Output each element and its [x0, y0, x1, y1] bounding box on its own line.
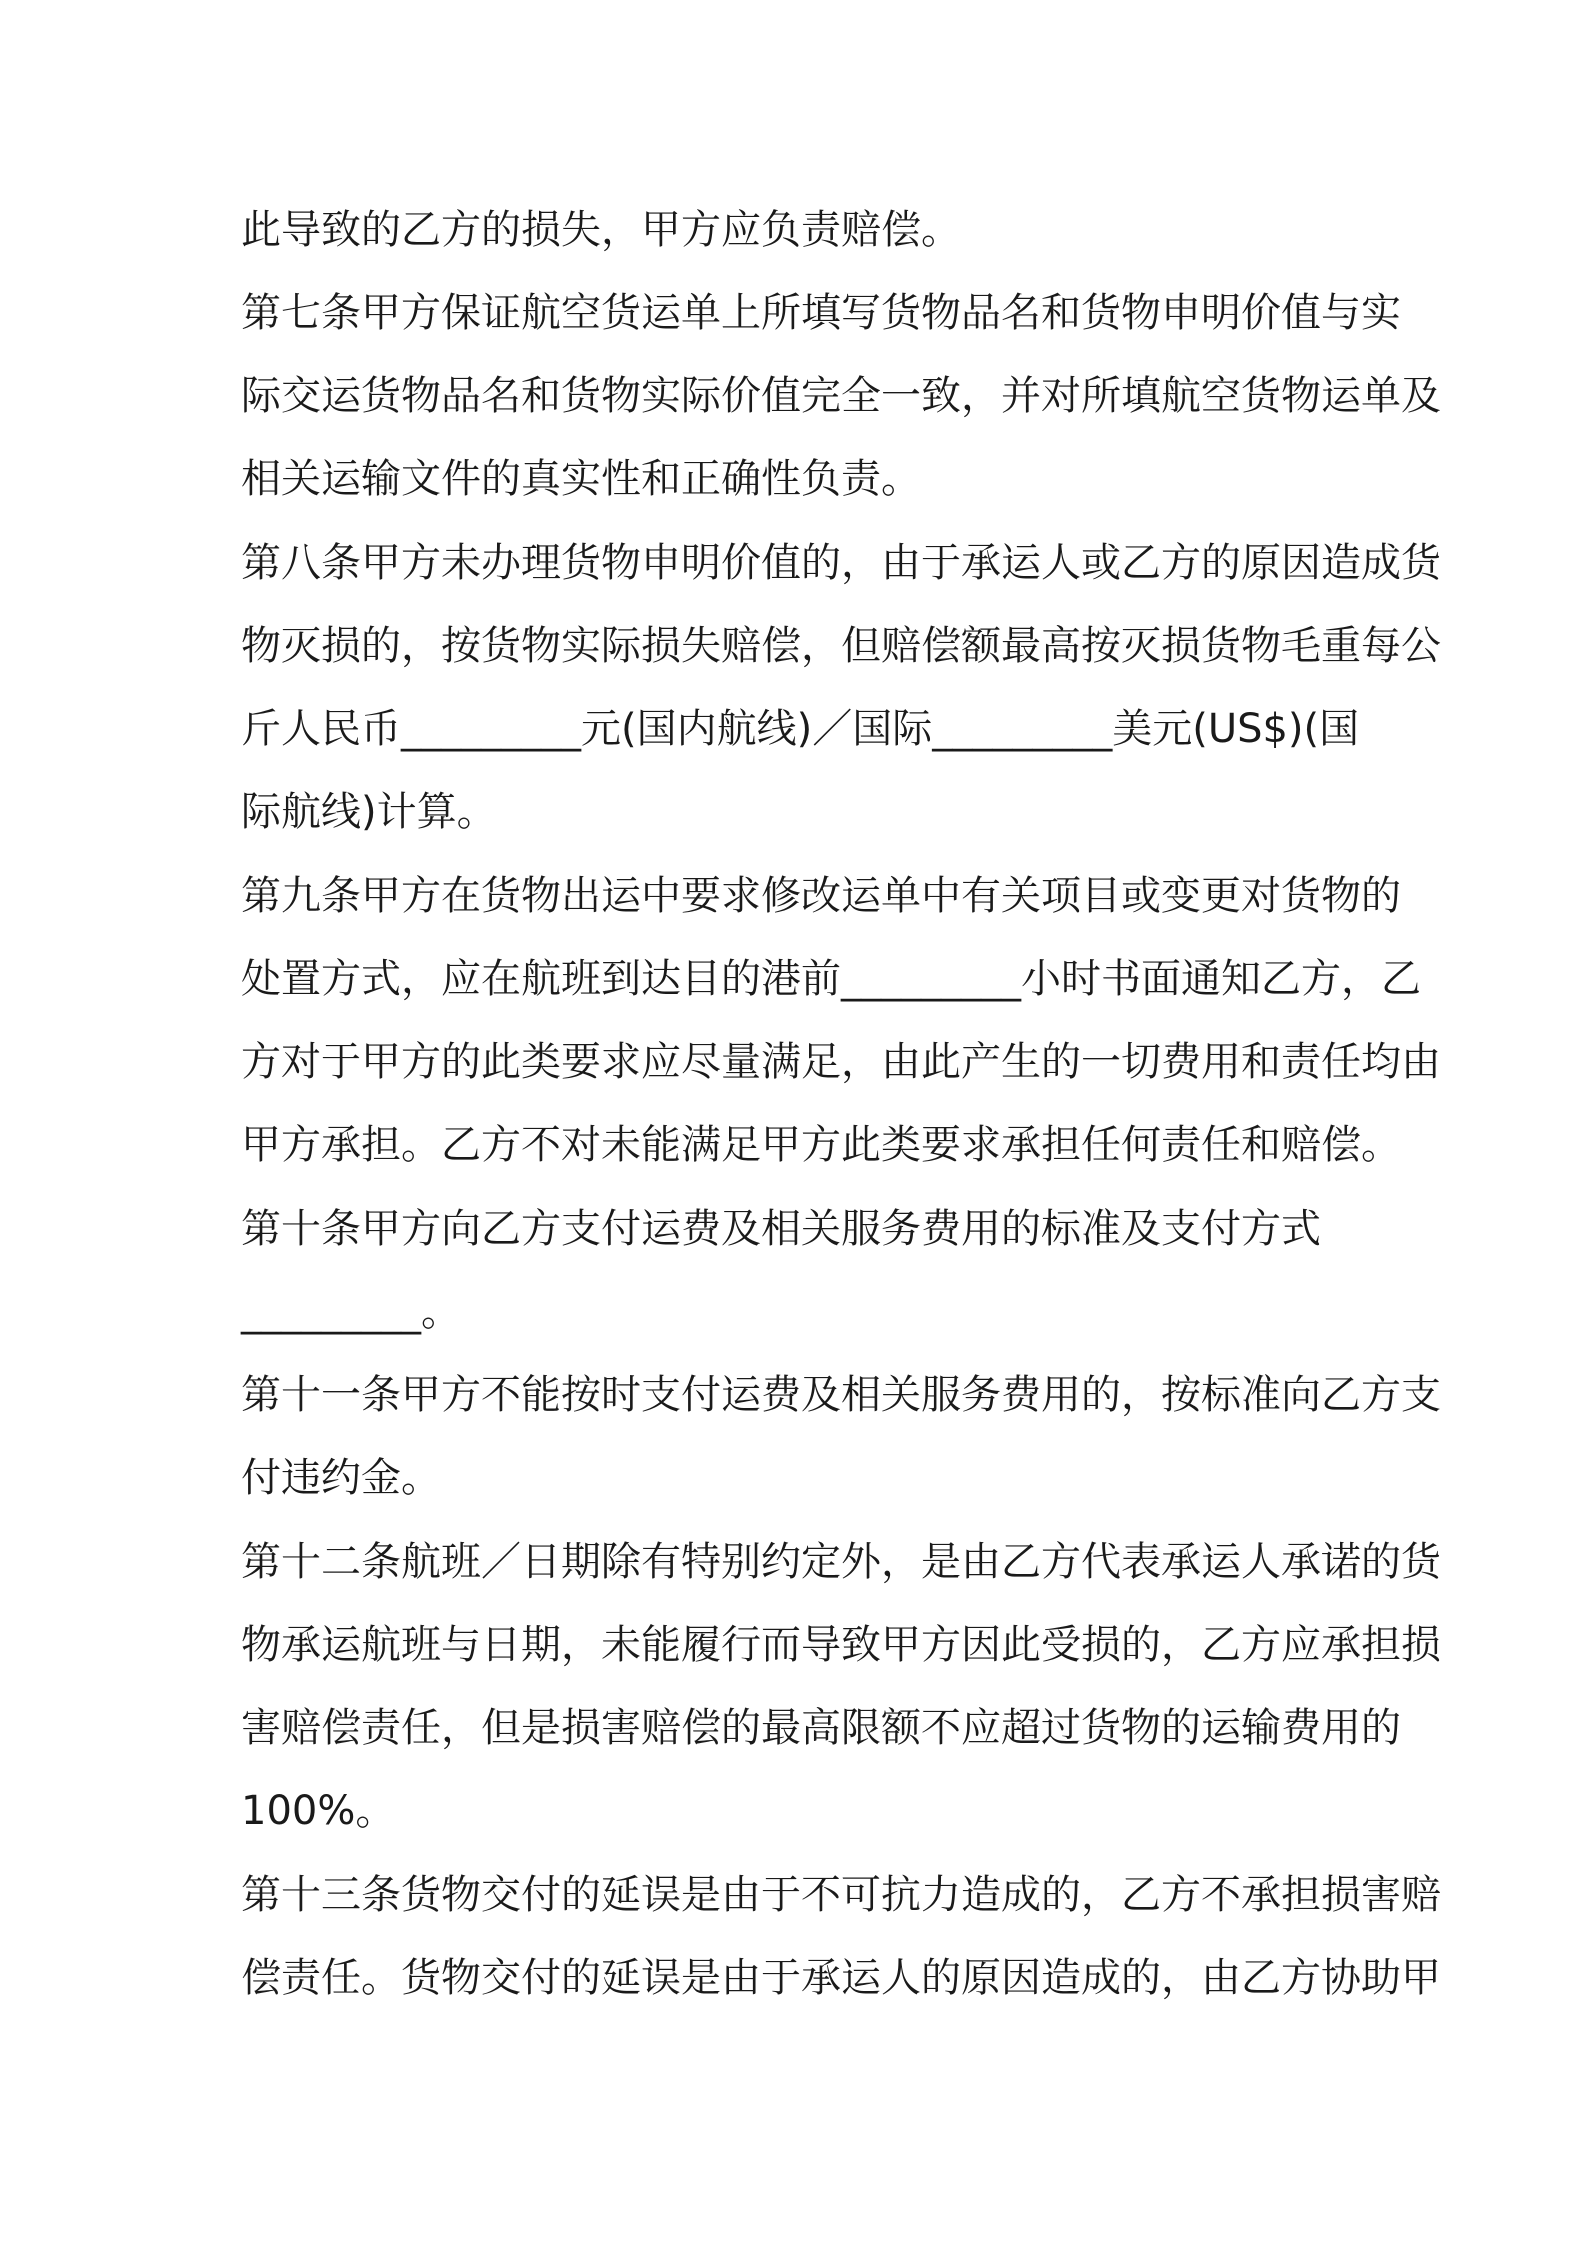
- text-line: _________。: [241, 1289, 461, 1335]
- text-line: 方对于甲方的此类要求应尽量满足，由此产生的一切费用和责任均由: [241, 1039, 1441, 1085]
- text-line: 第九条甲方在货物出运中要求修改运单中有关项目或变更对货物的: [241, 873, 1401, 919]
- text-line: 第十一条甲方不能按时支付运费及相关服务费用的，按标准向乙方支: [241, 1372, 1441, 1418]
- text-line: 物承运航班与日期，未能履行而导致甲方因此受损的，乙方应承担损: [241, 1622, 1441, 1668]
- text-line: 害赔偿责任，但是损害赔偿的最高限额不应超过货物的运输费用的: [241, 1705, 1401, 1751]
- text-line: 第十三条货物交付的延误是由于不可抗力造成的，乙方不承担损害赔: [241, 1872, 1441, 1918]
- text-line: 相关运输文件的真实性和正确性负责。: [241, 456, 921, 502]
- text-line: 第八条甲方未办理货物申明价值的，由于承运人或乙方的原因造成货: [241, 540, 1441, 586]
- text-line: 偿责任。货物交付的延误是由于承运人的原因造成的，由乙方协助甲: [241, 1955, 1441, 2001]
- text-line: 斤人民币_________元(国内航线)／国际_________美元(US$)(国: [241, 706, 1360, 752]
- text-line: 此导致的乙方的损失，甲方应负责赔偿。: [241, 207, 961, 253]
- text-line: 甲方承担。乙方不对未能满足甲方此类要求承担任何责任和赔偿。: [241, 1122, 1401, 1168]
- text-line: 物灭损的，按货物实际损失赔偿，但赔偿额最高按灭损货物毛重每公: [241, 623, 1441, 669]
- text-line: 付违约金。: [241, 1455, 441, 1501]
- text-line: 际航线)计算。: [241, 789, 497, 835]
- text-line: 第七条甲方保证航空货运单上所填写货物品名和货物申明价值与实: [241, 290, 1401, 336]
- text-line: 际交运货物品名和货物实际价值完全一致，并对所填航空货物运单及: [241, 373, 1441, 419]
- text-line: 处置方式，应在航班到达目的港前_________小时书面通知乙方，乙: [241, 956, 1421, 1002]
- text-line: 第十条甲方向乙方支付运费及相关服务费用的标准及支付方式: [241, 1206, 1321, 1252]
- text-line: 第十二条航班／日期除有特别约定外，是由乙方代表承运人承诺的货: [241, 1539, 1441, 1585]
- text-line: 100%。: [241, 1788, 396, 1834]
